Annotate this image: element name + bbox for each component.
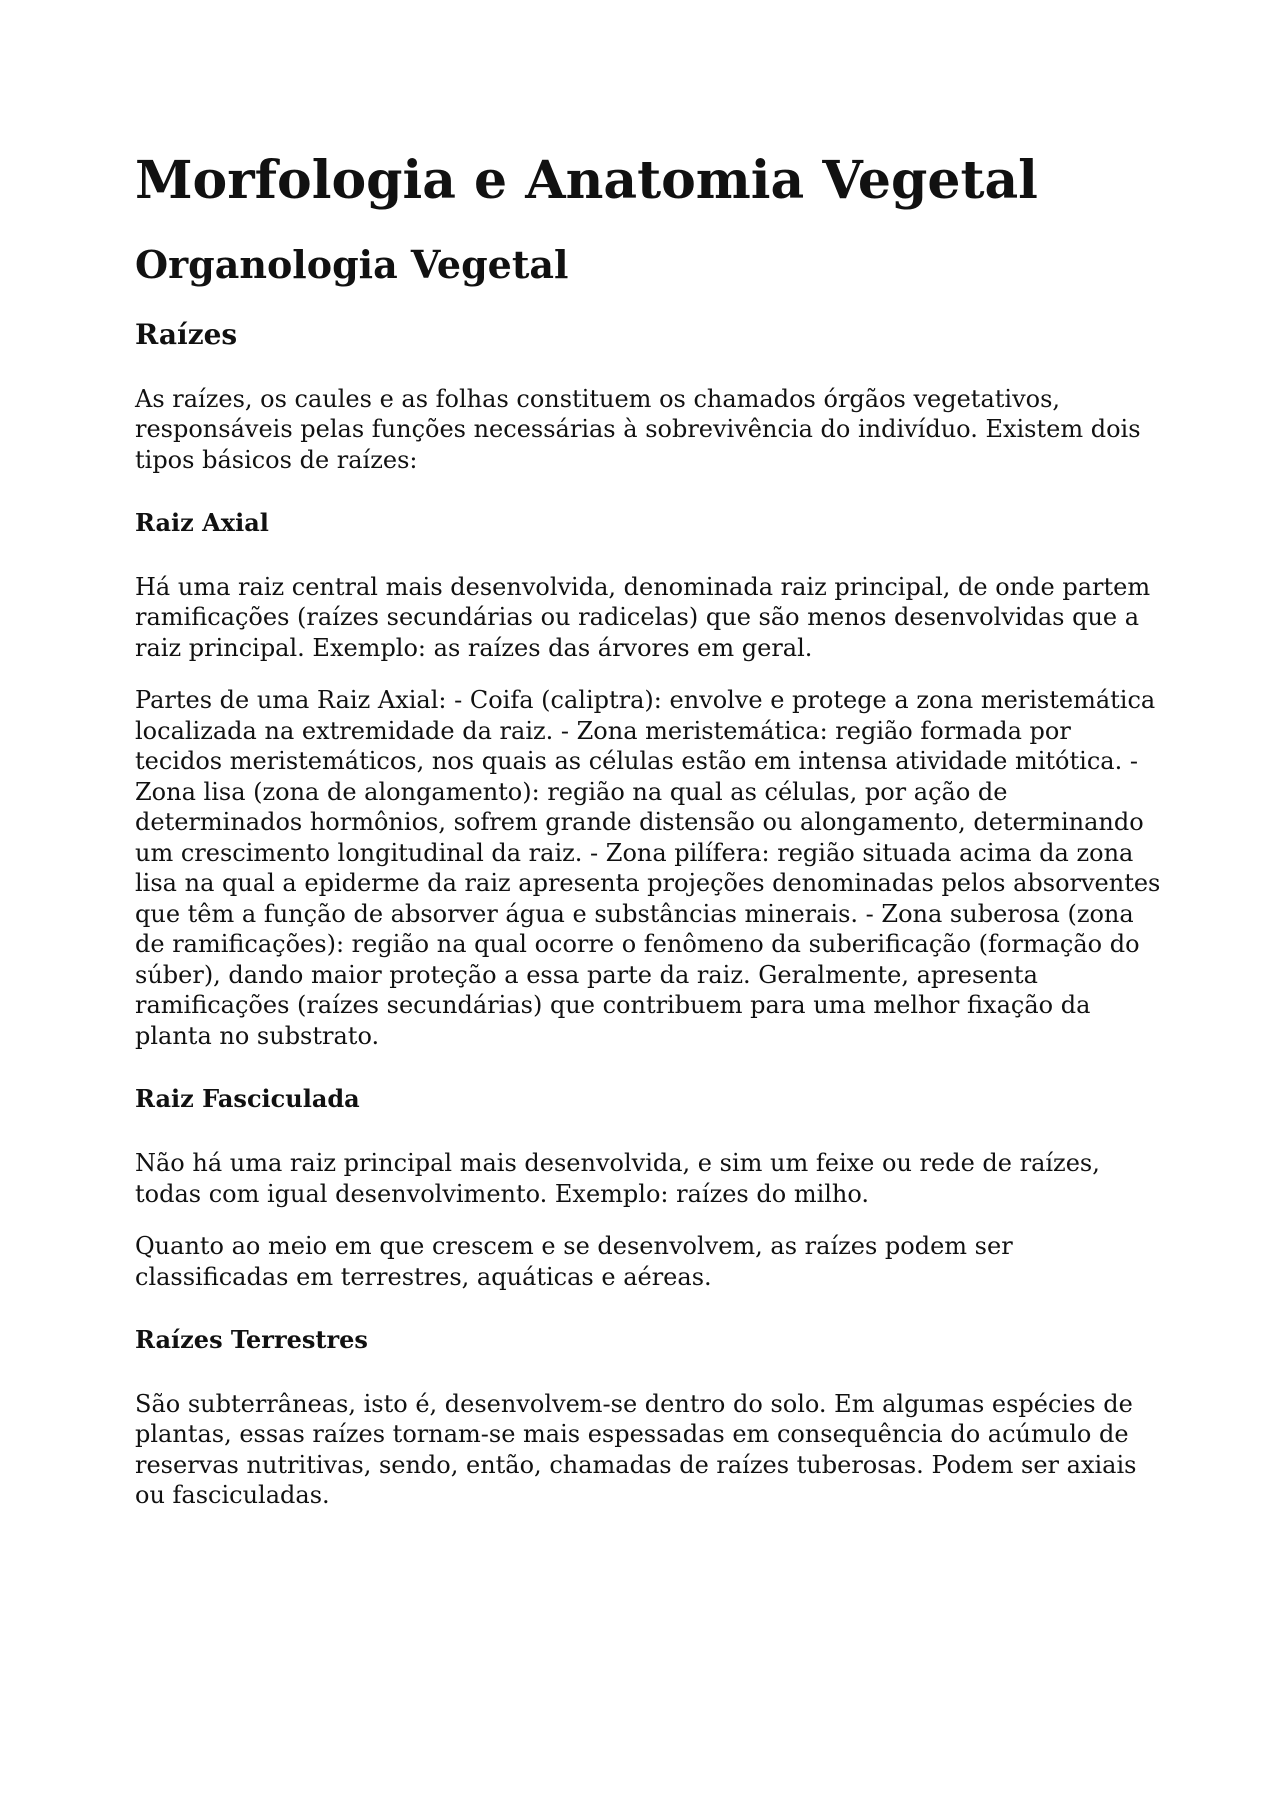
classification-paragraph: Quanto ao meio em que crescem e se desenvolvem, as raízes podem ser classificadas em terrestres, aquáticas e aéreas. xyxy=(135,1232,1013,1291)
document-page xyxy=(135,150,1165,1533)
document-subtitle: Organologia Vegetal xyxy=(135,242,569,288)
raizes-terrestres-paragraph: São subterrâneas, isto é, desenvolvem-se dentro do solo. Em algumas espécies de plantas, essas raízes tornam-se mais espessadas em consequência do acúmulo de reservas nutritivas, sendo, então, chamadas de raízes tuberosas. Podem ser axiais ou fasciculadas. xyxy=(135,1389,1137,1510)
raiz-axial-paragraph: Há uma raiz central mais desenvolvida, denominada raiz principal, de onde partem ramificações (raízes secundárias ou radicelas) que são menos desenvolvidas que a raiz principal. Exemplo: as raízes das árvores em geral. xyxy=(135,572,1151,662)
raiz-axial-parts-paragraph: Partes de uma Raiz Axial: - Coifa (caliptra): envolve e protege a zona meristemática localizada na extremidade da raiz. - Zona meristemática: região formada por tecidos meristemáticos, nos quais as células estão em intensa atividade mitótica. - Zona lisa (zona de alongamento): região na qual as células, por ação de determinados hormônios, sofrem grande distensão ou alongamento, determinando um crescimento longitudinal da raiz. - Zona pilífera: região situada acima da zona lisa na qual a epiderme da raiz apresenta projeções denominadas pelos absorventes que têm a função de absorver água e substâncias minerais. - Zona suberosa (zona de ramificações): região na qual ocorre o fenômeno da suberificação (formação do súber), dando maior proteção a essa parte da raiz. Geralmente, apresenta ramificações (raízes secundárias) que contribuem para uma melhor fixação da planta no substrato. xyxy=(135,686,1161,1050)
document-title: Morfologia e Anatomia Vegetal xyxy=(135,150,1038,211)
heading-raiz-fasciculada: Raiz Fasciculada xyxy=(135,1084,360,1114)
raiz-fasciculada-paragraph: Não há uma raiz principal mais desenvolvida, e sim um feixe ou rede de raízes, todas com igual desenvolvimento. Exemplo: raízes do milho. xyxy=(135,1149,1100,1208)
intro-paragraph: As raízes, os caules e as folhas constituem os chamados órgãos vegetativos, responsáveis pelas funções necessárias à sobrevivência do indivíduo. Existem dois tipos básicos de raízes: xyxy=(135,384,1141,474)
section-heading-raizes: Raízes xyxy=(135,317,238,351)
heading-raiz-axial: Raiz Axial xyxy=(135,508,269,538)
heading-raizes-terrestres: Raízes Terrestres xyxy=(135,1325,368,1355)
